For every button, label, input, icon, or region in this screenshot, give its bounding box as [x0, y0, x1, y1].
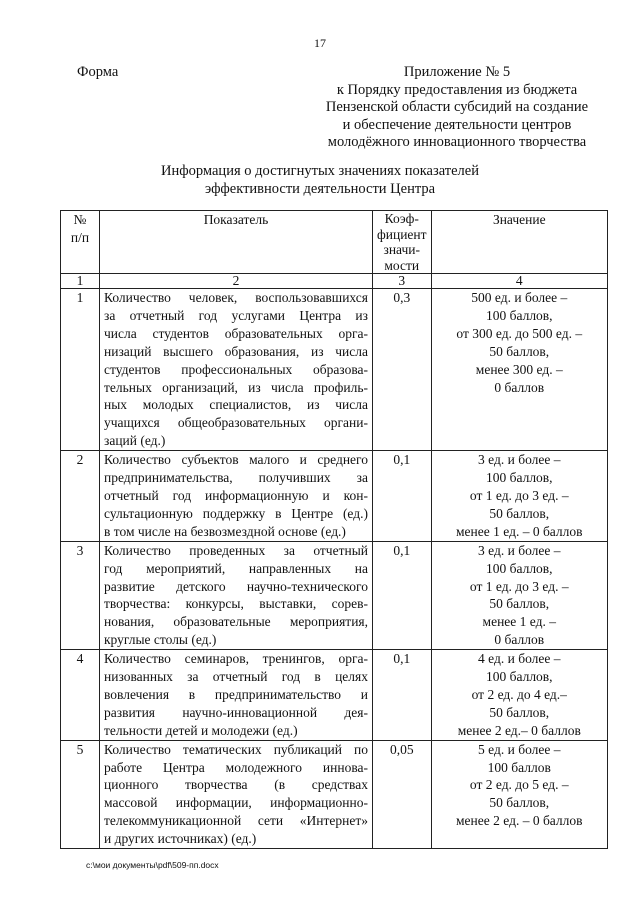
indicator-line: за отчетный год услугами Центра из	[104, 307, 368, 323]
indicator-line: телекоммуникационной сети «Интернет»	[104, 813, 368, 829]
indicator-line: студентов профессиональных образова-	[104, 361, 368, 377]
indicator-cell	[100, 650, 373, 741]
value-line: 50 баллов,	[489, 704, 550, 720]
indicator-line: в том числе на безвозмездной основе (ед.)	[104, 523, 346, 539]
appendix-line: молодёжного инновационного творчества	[327, 134, 587, 150]
value-line: от 1 ед. до 3 ед. –	[469, 578, 569, 594]
table-row	[61, 650, 608, 741]
appendix-line: к Порядку предоставления из бюджета	[336, 81, 578, 98]
value-line: менее 1 ед. –	[482, 614, 556, 630]
value-line: 0 баллов	[494, 632, 545, 648]
indicator-cell	[100, 740, 373, 848]
indicator-line: Количество семинаров, тренингов, орга-	[104, 651, 368, 667]
indicator-line: нования, образовательные мероприятия,	[104, 614, 368, 630]
value-line: 100 баллов	[487, 759, 551, 775]
indicator-line: Количество человек, воспользовавшихся	[104, 290, 368, 305]
indicator-cell	[100, 541, 373, 649]
indicator-line: Количество субъектов малого и среднего	[104, 452, 368, 468]
indicator-line: тельных организаций, из числа профиль-	[104, 379, 368, 395]
column-number: 1	[61, 274, 100, 289]
indicator-line: ных молодых специалистов, из числа	[104, 397, 368, 413]
indicator-line: развитие детского научно-технического	[104, 578, 368, 594]
indicator-line: предпринимательства, получивших за	[104, 470, 368, 486]
indicator-line: Количество проведенных за отчетный	[104, 542, 368, 558]
header-coef-line: мости	[384, 257, 420, 273]
indicator-line: сультационную поддержку в Центре (ед.)	[104, 505, 368, 521]
coef-cell: 0,1	[373, 451, 432, 542]
indicator-line: круглые столы (ед.)	[104, 632, 217, 648]
coef-cell: 0,1	[373, 541, 432, 649]
indicator-line: массовой информации, информационно-	[104, 795, 368, 811]
header-num-line: №	[73, 212, 87, 227]
value-cell	[431, 650, 607, 741]
column-number: 4	[431, 274, 607, 289]
header-indicator: Показатель	[100, 211, 373, 274]
value-line: от 2 ед. до 4 ед.–	[471, 686, 567, 702]
header-coef	[373, 211, 432, 274]
indicator-line: учащихся общеобразовательных органи-	[104, 415, 368, 431]
indicator-line: ционного творчества (в средствах	[104, 777, 368, 793]
indicator-line: вовлечения в предпринимательство и	[104, 686, 368, 702]
value-cell	[431, 451, 607, 542]
table-row	[61, 289, 608, 451]
value-line: 3 ед. и более –	[478, 542, 561, 558]
value-line: 50 баллов,	[489, 596, 550, 612]
value-cell	[431, 541, 607, 649]
value-line: 3 ед. и более –	[478, 452, 561, 468]
footer-file-path: c:\мои документы\pdf\509-пп.docx	[86, 860, 219, 870]
column-number: 3	[373, 274, 432, 289]
table-row	[61, 740, 608, 848]
row-number: 5	[61, 740, 100, 848]
header-num-line: п/п	[70, 229, 90, 245]
appendix-line: и обеспечение деятельности центров	[342, 116, 572, 133]
header-coef-line: значи-	[383, 242, 421, 257]
value-line: менее 2 ед. – 0 баллов	[456, 813, 583, 829]
value-cell	[431, 740, 607, 848]
header-num	[61, 211, 100, 274]
indicator-cell	[100, 289, 373, 451]
appendix-line: Приложение № 5	[403, 64, 511, 80]
value-line: менее 2 ед.– 0 баллов	[457, 722, 581, 738]
value-line: от 2 ед. до 5 ед. –	[469, 777, 569, 793]
table-row	[61, 541, 608, 649]
value-line: менее 1 ед. – 0 баллов	[456, 523, 583, 539]
header-coef-line: фициент	[377, 226, 427, 242]
indicator-line: развития научно-инновационной дея-	[104, 704, 368, 720]
indicator-line: и других источниках) (ед.)	[104, 831, 257, 847]
column-numbers-row	[61, 274, 608, 289]
value-line: 50 баллов,	[489, 795, 550, 811]
row-number: 2	[61, 451, 100, 542]
value-line: 500 ед. и более –	[471, 290, 568, 305]
indicator-line: работе Центра молодежного иннова-	[104, 759, 368, 775]
value-line: менее 300 ед. –	[475, 361, 563, 377]
row-number: 4	[61, 650, 100, 741]
indicator-line: низованных за отчетный год в целях	[104, 669, 368, 685]
indicator-line: числа студентов образовательных орга-	[104, 325, 368, 341]
value-line: 100 баллов,	[485, 307, 553, 323]
value-line: 50 баллов,	[489, 505, 550, 521]
indicator-cell	[100, 451, 373, 542]
indicator-line: заций (ед.)	[104, 433, 166, 449]
value-line: 100 баллов,	[485, 669, 553, 685]
table-header-row	[61, 211, 608, 274]
document-title	[0, 162, 640, 198]
indicator-line: низаций высшего образования, из числа	[104, 343, 368, 359]
table-row	[61, 451, 608, 542]
value-line: 4 ед. и более –	[478, 651, 561, 667]
indicator-line: Количество тематических публикаций по	[104, 741, 368, 757]
page-number: 17	[314, 36, 326, 50]
value-line: 100 баллов,	[485, 470, 553, 486]
coef-cell: 0,3	[373, 289, 432, 451]
header-coef-line: Коэф-	[384, 211, 419, 226]
column-number: 2	[100, 274, 373, 289]
indicator-line: творчества: конкурсы, выставки, сорев-	[104, 596, 368, 612]
header-value: Значение	[431, 211, 607, 274]
form-label: Форма	[77, 64, 119, 80]
indicator-line: тельности детей и молодежи (ед.)	[104, 722, 298, 738]
value-line: 5 ед. и более –	[478, 741, 561, 757]
appendix-block	[312, 64, 602, 152]
appendix-line: Пензенской области субсидий на создание	[325, 99, 589, 115]
value-cell	[431, 289, 607, 451]
value-line: 100 баллов,	[485, 560, 553, 576]
indicator-line: отчетный год информационную и кон-	[104, 487, 368, 503]
title-line: эффективности деятельности Центра	[204, 181, 436, 197]
indicator-line: год мероприятий, направленных на	[104, 560, 368, 576]
value-line: 50 баллов,	[489, 343, 550, 359]
coef-cell: 0,1	[373, 650, 432, 741]
coef-cell: 0,05	[373, 740, 432, 848]
row-number: 1	[61, 289, 100, 451]
value-line: 0 баллов	[494, 379, 545, 395]
title-line: Информация о достигнутых значениях показателей	[161, 163, 479, 179]
indicators-table	[60, 210, 608, 849]
value-line: от 300 ед. до 500 ед. –	[456, 325, 583, 341]
row-number: 3	[61, 541, 100, 649]
value-line: от 1 ед. до 3 ед. –	[469, 487, 569, 503]
